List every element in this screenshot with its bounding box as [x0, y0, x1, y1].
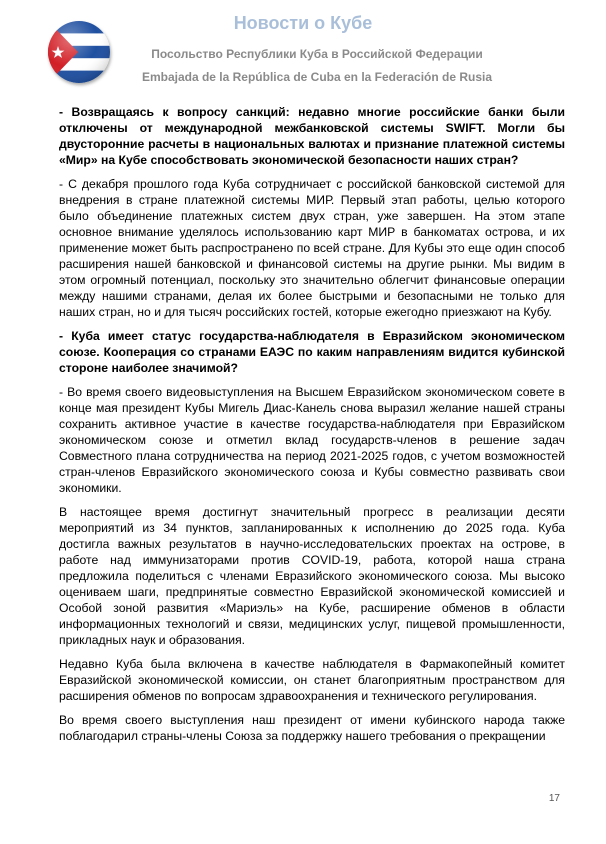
interview-answer: - Во время своего видеовыступления на Высшем Евразийском экономическом совете в конце мая президент Кубы Мигель Диас-Канель снова выразил желание нашей страны сохранить активное участие в качестве государства-наблюдателя при Евразийском экономическом союзе и отметил вклад государств-членов в решение задач Совместного плана сотрудничества на период 2021-2025 годов, с учетом возможностей стран-членов Евразийского экономического союза и Кубы совместно развивать свои экономики.	[59, 385, 565, 495]
interview-answer: В настоящее время достигнут значительный прогресс в реализации десяти мероприятий из 34 пунктов, запланированных к исполнению до 2025 года. Куба достигла важных результатов в научно-исследовательских проектах на острове, в работе над иммунизаторами против COVID-19, работа, которой наша страна предложила поделиться с членами Евразийского экономического союза. Мы высоко оцениваем шаги, предпринятые совместно Евразийской экономической комиссией и Особой зоной развития «Мариэль» на Кубе, расширение обменов в области информационных технологий и связи, медицинских услуг, пищевой промышленности, прикладных наук и образования.	[59, 505, 565, 647]
interview-question: - Куба имеет статус государства-наблюдателя в Евразийском экономическом союзе. Кооперация со странами ЕАЭС по каким направлениям видится кубинской стороне наиболее значимой?	[59, 329, 565, 375]
page-number: 17	[548, 793, 560, 804]
interview-answer: Недавно Куба была включена в качестве наблюдателя в Фармакопейный комитет Евразийской экономической комиссии, он станет благоприятным пространством для расширения обменов по вопросам здравоохранения и технического регулирования.	[59, 657, 565, 703]
interview-answer: Во время своего выступления наш президент от имени кубинского народа также поблагодарил страны-члены Союза за поддержку нашего требования о прекращении	[59, 713, 565, 743]
embassy-name-ru: Посольство Республики Куба в Российской Федерации	[151, 47, 483, 61]
page-header	[0, 0, 606, 102]
interview-question: - Возвращаясь к вопросу санкций: недавно многие российские банки были отключены от международной межбанковской системы SWIFT. Могли бы двусторонние расчеты в национальных валютах и признание платежной системы «Мир» на Кубе способствовать экономической безопасности наших стран?	[59, 105, 565, 167]
interview-answer: - С декабря прошлого года Куба сотрудничает с российской банковской системой для внедрения в стране платежной системы МИР. Первый этап работы, целью которого было объединение платежных систем двух стран, уже завершен. На этом этапе основное внимание уделялось использованию карт МИР в банкоматах острова, и их применение может быть распространено по всей стране. Для Кубы это еще один способ расширения нашей банковской и финансовой системы на другие рынки. Мы видим в этом огромный потенциал, поскольку это значительно облегчит финансовые операции между нашими странами, делая их более быстрыми и безопасными не только для наших стран, но и для тысяч российских гостей, которые ежегодно приезжают на Кубу.	[59, 177, 565, 319]
article-body	[59, 104, 565, 752]
embassy-name-es: Embajada de la República de Cuba en la Federación de Rusia	[141, 70, 493, 84]
newsletter-title: Новости о Кубе	[233, 13, 373, 33]
